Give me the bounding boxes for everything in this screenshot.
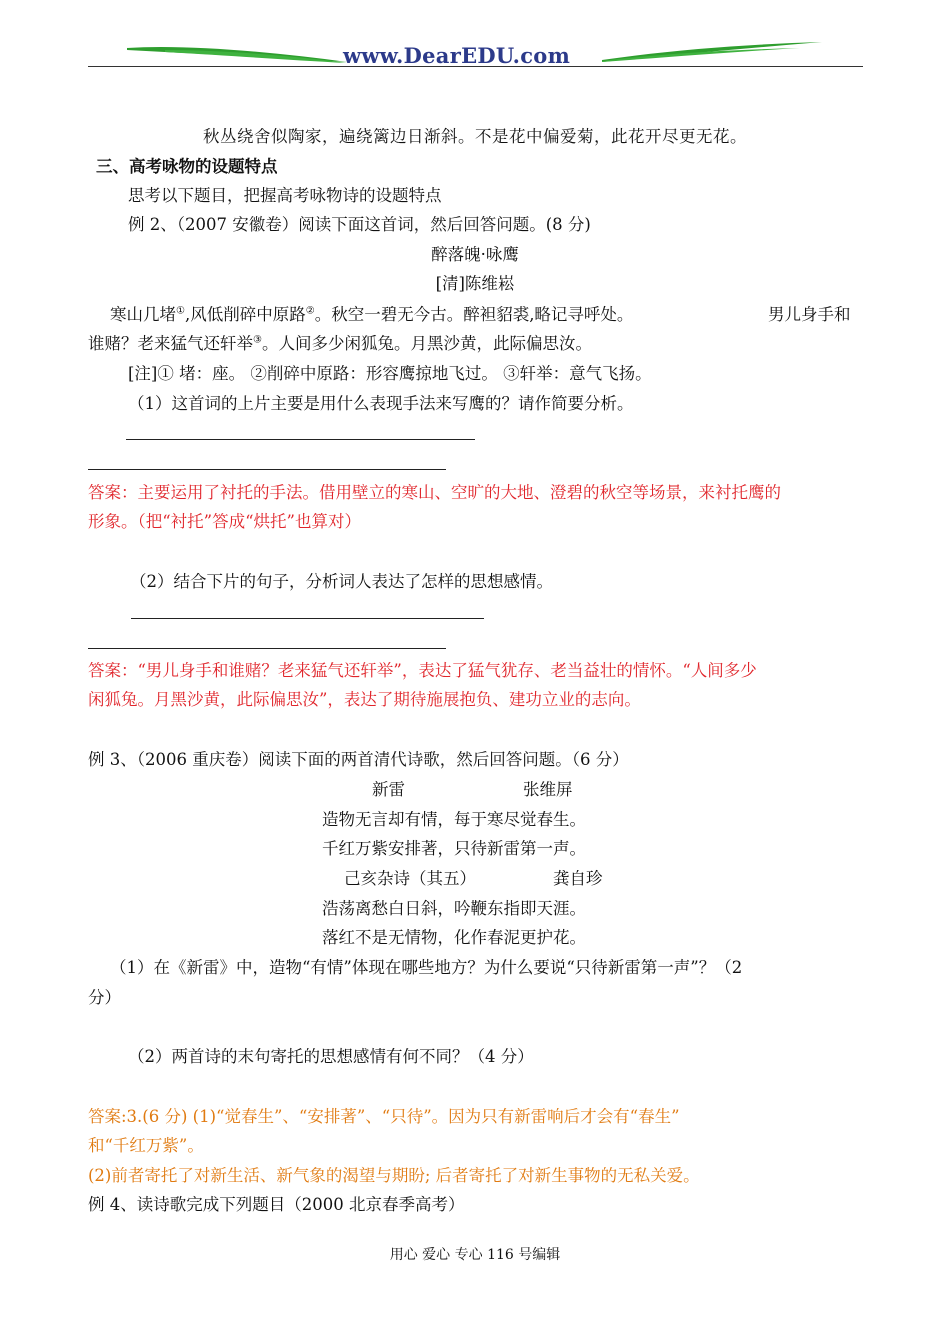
header-brand: www.DearEDU.com	[343, 43, 571, 68]
example3-poem2-title: 己亥杂诗（其五）	[344, 869, 476, 888]
header-rule	[88, 66, 863, 67]
example2-poem-line1	[110, 304, 633, 326]
example3-title: 例 3、（2006 重庆卷）阅读下面的两首清代诗歌，然后回答问题。（6 分）	[88, 750, 629, 769]
footnote-mark: ③	[253, 334, 262, 346]
example3-poem1-line1: 造物无言却有情，每于寒尽觉春生。	[322, 810, 586, 829]
example2-title: 例 2、（2007 安徽卷）阅读下面这首词，然后回答问题。(8 分)	[128, 215, 591, 234]
answer-blank-line	[126, 439, 475, 440]
example3-question1-line1: （1）在《新雷》中，造物“有情”体现在哪些地方？为什么要说“只待新雷第一声”？（2	[110, 958, 743, 977]
poem-text: 谁赌？老来猛气还轩举	[88, 334, 253, 353]
intro-text: 思考以下题目，把握高考咏物诗的设题特点	[128, 186, 442, 205]
footnote-mark: ①	[176, 305, 185, 317]
example3-poem1-title: 新雷	[372, 780, 405, 799]
example2-poem-title: 醉落魄·咏鹰	[431, 245, 519, 264]
example2-answer2-line2: 闲狐兔。月黑沙黄，此际偏思汝”，表达了期待施展抱负、建功立业的志向。	[88, 690, 641, 709]
example2-poem-author: [清]陈维崧	[435, 274, 515, 293]
example3-poem2-line1: 浩荡离愁白日斜，吟鞭东指即天涯。	[322, 899, 586, 918]
answer-blank-line	[88, 648, 446, 649]
example3-poem2-author: 龚自珍	[553, 869, 603, 888]
poem-text: 。秋空一碧无今古。醉袒貂裘,略记寻呼处。	[314, 305, 634, 324]
example2-answer1-line2: 形象。（把“衬托”答成“烘托”也算对）	[88, 512, 361, 531]
example3-question2: （2）两首诗的末句寄托的思想感情有何不同？（4 分）	[128, 1047, 534, 1066]
example3-poem1-line2: 千红万紫安排著，只待新雷第一声。	[322, 839, 586, 858]
answer-blank-line	[131, 618, 484, 619]
example2-notes: [注]① 堵：座。 ②削碎中原路：形容鹰掠地飞过。 ③轩举：意气飞扬。	[128, 364, 652, 383]
poem-text: 寒山几堵	[110, 305, 176, 324]
example3-answer-line2: 和“千红万紫”。	[88, 1136, 204, 1155]
example2-answer1-line1: 答案：主要运用了衬托的手法。借用壁立的寒山、空旷的大地、澄碧的秋空等场景，来衬托鹰的	[88, 483, 781, 502]
poem-text: ,风低削碎中原路	[184, 305, 306, 324]
example2-poem-line2	[88, 333, 592, 355]
example2-answer2-line1: 答案：“男儿身手和谁赌？老来猛气还轩举”，表达了猛气犹存、老当益壮的情怀。“人间多少	[88, 661, 757, 680]
example3-answer-line1: 答案:3.(6 分) (1)“觉春生”、“安排著”、“只待”。因为只有新雷响后才会有“春生”	[88, 1107, 680, 1126]
header-swoosh-right	[600, 36, 825, 66]
poem-text: 。人间多少闲狐兔。月黑沙黄，此际偏思汝。	[261, 334, 592, 353]
example3-poem1-author: 张维屏	[523, 780, 573, 799]
poem-tail-line: 秋丛绕舍似陶家，遍绕篱边日渐斜。不是花中偏爱菊，此花开尽更无花。	[203, 127, 747, 146]
footnote-mark: ②	[305, 305, 315, 317]
header-swoosh-left	[125, 38, 350, 68]
example3-answer-line3: (2)前者寄托了对新生活、新气象的渴望与期盼; 后者寄托了对新生事物的无私关爱。	[88, 1166, 700, 1185]
answer-blank-line	[88, 469, 446, 470]
section-heading: 三、高考咏物的设题特点	[96, 157, 278, 176]
example2-question2: （2）结合下片的句子，分析词人表达了怎样的思想感情。	[130, 572, 553, 591]
example3-question1-line2: 分）	[88, 988, 121, 1007]
example3-poem2-line2: 落红不是无情物，化作春泥更护花。	[322, 928, 586, 947]
page-footer: 用心 爱心 专心 116 号编辑	[389, 1247, 561, 1263]
example2-poem-line1-end: 男儿身手和	[768, 305, 851, 324]
example2-question1: （1）这首词的上片主要是用什么表现手法来写鹰的？请作简要分析。	[128, 394, 634, 413]
example4-title: 例 4、读诗歌完成下列题目（2000 北京春季高考）	[88, 1195, 465, 1214]
